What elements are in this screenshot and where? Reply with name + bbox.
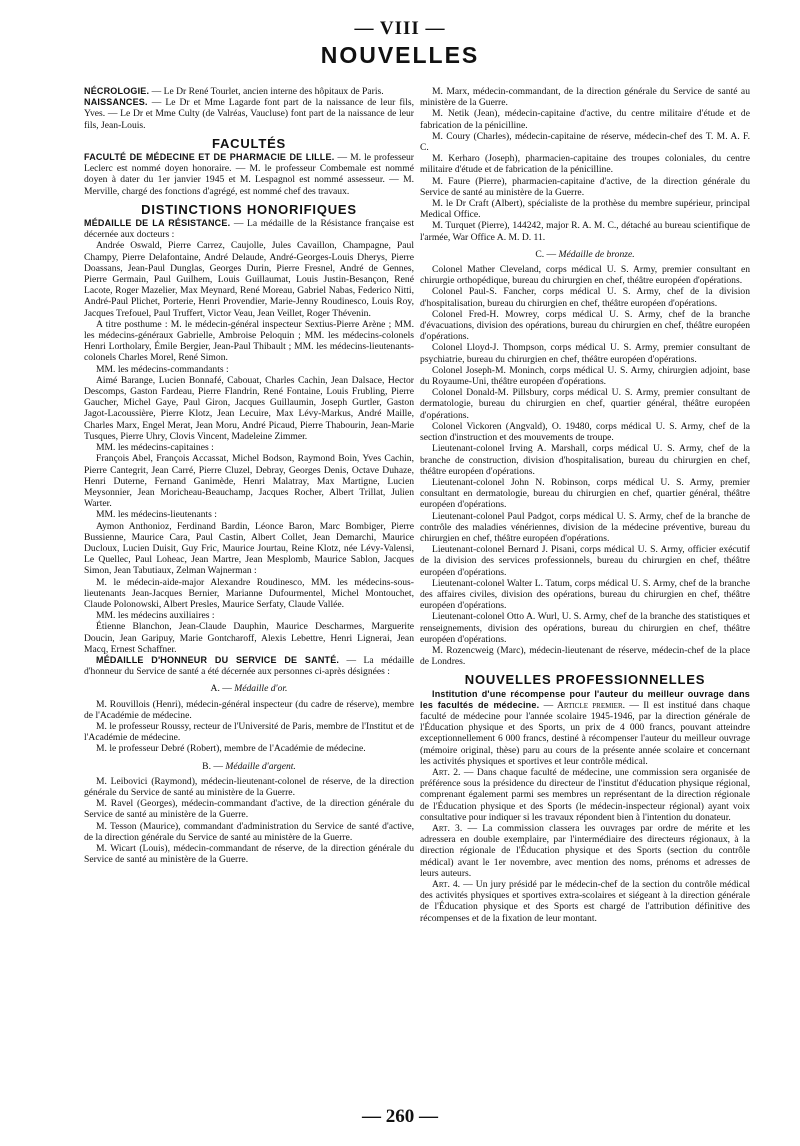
article-4-text: — Un jury présidé par le médecin-chef de la section du contrôle médical des activités physiques et sportives extra-scolaires et siégeant à la direction générale de l'Éducation physique et des Sports est chargé de l'attribution définitive des récompenses et de la fixation de leur montant.	[420, 879, 750, 924]
bronze-item-7: Colonel Vickoren (Angvald), O. 19480, corps médical U. S. Army, chef de la section d'instruction et des mouvements de troupe.	[420, 420, 750, 444]
article-3-label: Art. 3.	[432, 823, 463, 834]
bronze-item-11: Lieutenant-colonel Bernard J. Pisani, corps médical U. S. Army, officier exécutif de la division des services professionnels, bureau du chirurgien en chef, théâtre européen d'opérations.	[420, 544, 750, 578]
bronze-item-1: Colonel Mather Cleveland, corps médical U. S. Army, premier consultant en chirurgie orthopédique, bureau du chirurgien en chef, théâtre européen d'opérations.	[420, 264, 750, 287]
bronze-item-6: Colonel Donald-M. Pillsbury, corps médical U. S. Army, premier consultant de dermatologie, bureau du chirurgien en chef, quartier général, théâtre européen d'opérations.	[420, 387, 750, 421]
article-3-paragraph	[420, 823, 750, 879]
honneur-paragraph	[84, 655, 414, 677]
lieutenants-heading: MM. les médecins-lieutenants :	[96, 509, 217, 521]
bronze-item-10: Lieutenant-colonel Paul Padgot, corps médical U. S. Army, chef de la branche de contrôle des maladies vénériennes, division de la médecine préventive, bureau du chirurgien en chef, théâtre européen d'opérations.	[420, 510, 750, 544]
auxiliaires-list: Étienne Blanchon, Jean-Claude Dauphin, Maurice Descharmes, Marguerite Doucin, Jean Garipuy, Marie Gontcharoff, Alexis Lebettre, Henri Lignerai, Jean Macq, Ernest Schaffner.	[84, 621, 414, 655]
argent-cont-item-2: M. Netik (Jean), médecin-capitaine d'active, du centre militaire d'étude et de fabrication de la pénicilline.	[420, 108, 750, 131]
page-title: NOUVELLES	[320, 42, 480, 68]
bronze-item-2: Colonel Paul-S. Fancher, corps médical U. S. Army, chef de la division d'hospitalisation, bureau du chirurgien en chef, théâtre européen d'opérations.	[420, 286, 750, 309]
necrologie-label: NÉCROLOGIE.	[84, 86, 150, 96]
page-number: — 260 —	[362, 1106, 438, 1127]
bronze-item-12: Lieutenant-colonel Walter L. Tatum, corps médical U. S. Army, chef de la branche des affaires civiles, division des opérations, bureau du chirurgien en chef, théâtre européen d'opérations.	[420, 577, 750, 612]
facultes-heading: FACULTÉS	[211, 135, 287, 151]
bronze-item-4: Colonel Lloyd-J. Thompson, corps médical U. S. Army, premier consultant de psychiatrie, bureau du chirurgien en chef, théâtre européen d'opérations.	[420, 342, 750, 365]
article-3-text: — La commission classera les ouvrages par ordre de mérite et les adressera en double exemplaire, par l'intermédiaire des directeurs régionaux, à la direction régionale de l'Éducation physique et des Sports (section du contrôle médical) avant le 1er novembre, avec mention des noms, prénoms et adresses de leurs auteurs.	[420, 823, 750, 879]
argent-cont-item-5: M. Faure (Pierre), pharmacien-capitaine d'active, de la direction générale du Service de santé au ministère de la Guerre.	[420, 175, 750, 198]
medaille-bronze-prefix: C. —	[535, 248, 559, 260]
capitaines-heading: MM. les médecins-capitaines :	[96, 442, 214, 454]
medaille-argent-prefix: B. —	[202, 760, 226, 772]
commandants-list: Aimé Barange, Lucien Bonnafé, Cabouat, Charles Cachin, Jean Dalsace, Hector Descomps, Gaston Fardeau, Pierre Flandrin, René Fontaine, Louis Frubling, Pierre Gaucher, Michel Gaye, Paul Giron, Jacques Guillaumin, Joseph Gurtler, Gaston Jagot-Lacoussière, Pierre Klotz, Jean Lecuire, Max Lévy-Markus, André Maille, Charles Marx, Engel Merat, Jean Moru, André Picaud, Pierre Thabourin, Jean-Marie Tusques, Pierre Uhry, Clovis Vincent, Madeleine Zimmer.	[84, 374, 414, 442]
left-column	[84, 86, 414, 865]
medaille-argent-item-1: M. Leibovici (Raymond), médecin-lieutenant-colonel de réserve, de la direction générale du Service de santé au ministère de la Guerre.	[84, 775, 414, 798]
necrologie-text: — Le Dr René Tourlet, ancien interne des hôpitaux de Paris.	[149, 86, 384, 97]
medaille-or-heading	[84, 683, 414, 694]
commandants-heading: MM. les médecins-commandants :	[96, 363, 229, 375]
medaille-or-title: Médaille d'or.	[234, 683, 288, 695]
aide-major-paragraph: M. le médecin-aide-major Alexandre Roudinesco, MM. les médecins-sous-lieutenants Jean-Jacques Bernier, Marianne Dufourmentel, Michel Montouchet, Claude Polonowski, Albert Presles, Maurice Serfaty, Claude Vallée.	[84, 576, 414, 610]
resistance-posthume: A titre posthume : M. le médecin-général inspecteur Sextius-Pierre Arène ; MM. les médecins-généraux Gabrielle, Ambroise Peloquin ; MM. les médecins-colonels Henri Lortholary, Émile Bergier, Jean-Paul Thibault ; MM. les médecins-lieutenants-colonels Charles Morel, René Simon.	[84, 318, 414, 364]
naissances-text: — Le Dr et Mme Lagarde font part de la naissance de leur fils, Yves. — Le Dr et Mme Culty (de Valréas, Vaucluse) font part de la naissance de leur fils, Jean-Louis.	[84, 97, 414, 131]
article-4-paragraph	[420, 879, 750, 924]
article-2-paragraph	[420, 767, 750, 823]
resistance-label: MÉDAILLE DE LA RÉSISTANCE.	[84, 218, 231, 229]
distinctions-heading: DISTINCTIONS HONORIFIQUES	[141, 201, 357, 217]
argent-cont-item-4: M. Kerharo (Joseph), pharmacien-capitaine des troupes coloniales, du centre militaire d'étude et de fabrication de la pénicilline.	[420, 153, 750, 176]
argent-cont-item-6: M. le Dr Craft (Albert), spécialiste de la prothèse du membre supérieur, principal Medical Office.	[420, 198, 750, 221]
bronze-item-8: Lieutenant-colonel Irving A. Marshall, corps médical U. S. Army, chef de la branche de construction, division d'hospitalisation, bureau du chirurgien en chef, théâtre européen d'opérations.	[420, 443, 750, 477]
article-4-label: Art. 4.	[432, 879, 461, 891]
bronze-item-9: Lieutenant-colonel John N. Robinson, corps médical U. S. Army, premier consultant en dermatologie, bureau du chirurgien en chef, quartier général, théâtre européen d'opérations.	[420, 476, 750, 511]
faculte-label: FACULTÉ DE MÉDECINE ET DE PHARMACIE DE LILLE.	[84, 152, 335, 163]
resistance-paragraph	[84, 218, 414, 240]
article-1-label: — Article premier.	[539, 699, 626, 711]
resistance-list-1: Andrée Oswald, Pierre Carrez, Caujolle, Jules Cavaillon, Champagne, Paul Champy, Pierre Delafontaine, André Delaude, André-Georges-Louis Dherys, Pierre Doassans, Jean-Paul Dunglas, Georges Durin, Pierre Fresnel, André de Gennes, Pierre Germain, Paul Guilhem, Louis Guillaumat, Louis Justin-Besançon, René Lacote, Roger Mazelier, Max Meynard, René Moreau, Gabriel Nabas, Federico Nitti, André-Paul Plichet, Porterie, Henri Provendier, Marie-Jenny Roudinesco, Louis Roy, Jacques Trefouel, Paul Truffert, Victor Veau, Jean Veillet, Roger Thévenin.	[84, 240, 414, 319]
medaille-argent-item-2: M. Ravel (Georges), médecin-commandant d'active, de la direction générale du Service de santé au ministère de la Guerre.	[84, 798, 414, 821]
right-column	[420, 86, 750, 924]
page-header	[0, 18, 800, 69]
honneur-text: — La médaille d'honneur du Service de santé a été décernée aux personnes ci-après désignées :	[84, 654, 414, 678]
medaille-bronze-heading	[420, 249, 750, 260]
honneur-label: MÉDAILLE D'HONNEUR DU SERVICE DE SANTÉ.	[96, 654, 340, 665]
necrologie-paragraph	[84, 86, 414, 97]
medaille-or-item-2: M. le professeur Roussy, recteur de l'Université de Paris, membre de l'Institut et de l'Académie de médecine.	[84, 720, 414, 744]
article-1-text: — Il est institué dans chaque faculté de médecine pour l'année scolaire 1945-1946, par la direction générale de l'Éducation physique et des Sports, un prix de 4 000 francs, pouvant atteindre exceptionnellement 6 000 francs, destiné à récompenser l'auteur du meilleur ouvrage (mémoire original, thèse) paru au cours de la présente année scolaire et concernant les activités physiques et sportives et leur contrôle médical.	[420, 699, 750, 767]
article-2-label: Art. 2.	[432, 766, 461, 778]
resistance-text: — La médaille de la Résistance française est décernée aux docteurs :	[84, 218, 414, 241]
bronze-item-14: M. Rozencweig (Marc), médecin-lieutenant de réserve, médecin-chef de la place de Londres.	[420, 644, 750, 668]
naissances-label: NAISSANCES.	[84, 97, 148, 108]
lieutenants-list: Aymon Anthonioz, Ferdinand Bardin, Léonce Baron, Marc Bombiger, Pierre Bussienne, Maurice Cara, Paul Castin, Albert Collet, Jean Demarchi, Maurice Ducloux, Lucien Duisit, Guy Fric, Maurice Jourtau, Reine Klotz, née Lévy-Valensi, Le Quellec, Paul Loheac, Jean Martre, Jean Mesplomb, Maurice Sablon, Jacques Simon, Jean Tabutiaux, Zelman Wajnerman :	[84, 520, 414, 577]
medaille-argent-item-3: M. Tesson (Maurice), commandant d'administration du Service de santé d'active, de la direction générale du Service de santé au ministère de la Guerre.	[84, 820, 414, 843]
medaille-bronze-title: Médaille de bronze.	[558, 248, 635, 260]
medaille-or-prefix: A. —	[210, 683, 235, 695]
medaille-or-item-1: M. Rouvillois (Henri), médecin-général inspecteur (du cadre de réserve), membre de l'Académie de médecine.	[84, 698, 414, 721]
article-1-paragraph	[420, 689, 750, 767]
page-roman-number: — VIII —	[354, 18, 446, 39]
prof-lead: Institution d'une récompense pour l'auteur du meilleur ouvrage dans les facultés de médecine.	[420, 688, 750, 710]
medaille-argent-item-4: M. Wicart (Louis), médecin-commandant de réserve, de la direction générale du Service de santé au ministère de la Guerre.	[84, 843, 414, 866]
argent-cont-item-7: M. Turquet (Pierre), 144242, major R. A. M. C., détaché au bureau scientifique de l'armée, War Office A. M. D. 11.	[420, 220, 750, 243]
article-2-text: — Dans chaque faculté de médecine, une commission sera organisée de préférence sous la présidence du directeur de l'institut d'éducation physique régional, comprenant également parmi ses membres un représentant de la direction régionale de l'Éducation physique et des Sports (le médecin-inspecteur régional) ayant voix consultative pour indiquer si les travaux répondent bien à l'intention du donateur.	[420, 766, 750, 823]
bronze-item-5: Colonel Joseph-M. Moninch, corps médical U. S. Army, chirurgien adjoint, base du Royaume-Uni, théâtre européen d'opérations.	[420, 364, 750, 388]
faculte-paragraph	[84, 152, 414, 197]
bronze-item-13: Lieutenant-colonel Otto A. Wurl, U. S. Army, chef de la branche des statistiques et renseignements, division des opérations, bureau du chirurgien en chef, théâtre européen d'opérations.	[420, 611, 750, 645]
capitaines-list: François Abel, François Accassat, Michel Bodson, Raymond Boin, Yves Cachin, Pierre Cantegrit, Jean Carré, Pierre Cluzel, Debray, Georges Denis, Octave Duhaze, Henri Duterne, Fernand Ganimède, Henri Malatray, Max Martigne, Lucien Meysonnier, Jean Moricheau-Beauchamp, Jacques Rocher, Albert Trillat, Julien Warter.	[84, 453, 414, 510]
professionnelles-heading: NOUVELLES PROFESSIONNELLES	[464, 672, 706, 688]
medaille-argent-heading	[84, 761, 414, 772]
bronze-item-3: Colonel Fred-H. Mowrey, corps médical U. S. Army, chef de la branche d'évacuations, division des opérations, bureau du chirurgien en chef, théâtre européen d'opérations.	[420, 308, 750, 343]
argent-cont-item-3: M. Coury (Charles), médecin-capitaine de réserve, médecin-chef des T. M. A. F. C.	[420, 130, 750, 154]
naissances-paragraph	[84, 97, 414, 131]
medaille-argent-title: Médaille d'argent.	[225, 760, 296, 772]
auxiliaires-heading: MM. les médecins auxiliaires :	[96, 610, 215, 622]
faculte-text: — M. le professeur Leclerc est nommé doyen honoraire. — M. le professeur Combemale est nommé doyen à dater du 1er janvier 1945 et M. Lespagnol est nommé assesseur. — M. Merville, chargé des fonctions d'agrégé, est nommé chef des travaux.	[84, 152, 415, 197]
medaille-or-item-3: M. le professeur Debré (Robert), membre de l'Académie de médecine.	[96, 743, 366, 755]
argent-cont-item-1: M. Marx, médecin-commandant, de la direction générale du Service de santé au ministère de la Guerre.	[420, 86, 750, 109]
